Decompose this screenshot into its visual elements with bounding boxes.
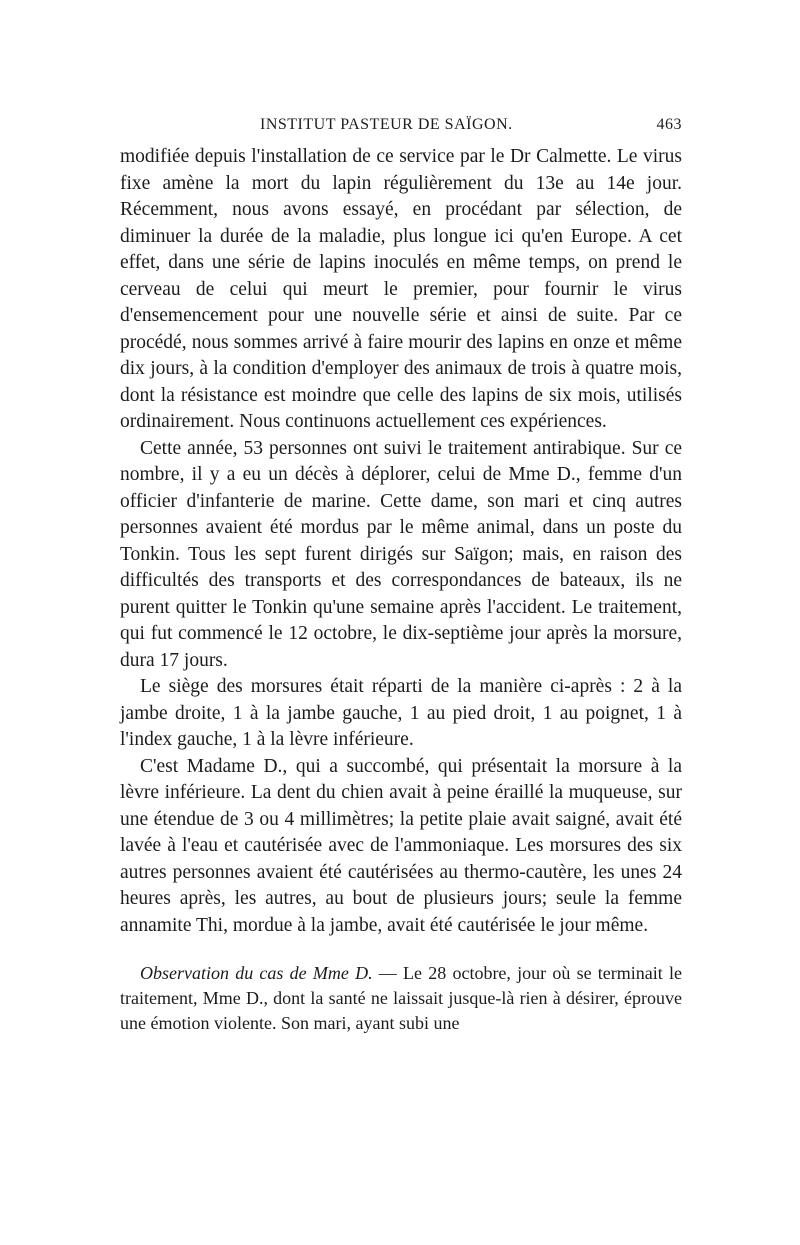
paragraph: Le siège des morsures était réparti de la manière ci-après : 2 à la jambe droite, 1 à la jambe gauche, 1 au pied droit, 1 au poignet, 1 à l'index gauche, 1 à la lèvre inférieure.	[120, 676, 682, 750]
paragraph: C'est Madame D., qui a succombé, qui présentait la morsure à la lèvre inférieure. La dent du chien avait à peine éraillé la muqueuse, sur une étendue de 3 ou 4 millimètres; la petite plaie avait saigné, avait été lavée à l'eau et cautérisée avec de l'ammoniaque. Les morsures des six autres personnes avaient été cautérisées au thermo-cautère, les unes 24 heures après, les autres, au bout de plusieurs jours; seule la femme annamite Thi, mordue à la jambe, avait été cautérisée le jour même.	[120, 755, 682, 936]
page-number: 463	[656, 116, 682, 133]
observation-title: Observation du cas de Mme D.	[140, 963, 373, 983]
paragraph: modifiée depuis l'installation de ce service par le Dr Calmette. Le virus fixe amène la mort du lapin régulièrement du 13e au 14e jour. Récemment, nous avons essayé, en procédant par sélection, de diminuer la durée de la maladie, plus longue ici qu'en Europe. A cet effet, dans une série de lapins inoculés en même temps, on prend le cerveau de celui qui meurt le premier, pour fournir le virus d'ensemencement pour une nouvelle série et ainsi de suite. Par ce procédé, nous sommes arrivé à faire mourir des lapins en onze et même dix jours, à la condition d'employer des animaux de trois à quatre mois, dont la résistance est moindre que celle des lapins de six mois, utilisés ordinairement. Nous continuons actuellement ces expériences.	[120, 146, 682, 432]
observation-text: — Le 28 octobre, jour où se terminait le traitement, Mme D., dont la santé ne laissait jusque-là rien à désirer, éprouve une émotion violente. Son mari, ayant subi une	[120, 963, 682, 1033]
book-page	[120, 112, 682, 1036]
body-text	[120, 144, 682, 939]
observation-paragraph	[120, 961, 682, 1036]
paragraph: Cette année, 53 personnes ont suivi le traitement antirabique. Sur ce nombre, il y a eu un décès à déplorer, celui de Mme D., femme d'un officier d'infanterie de marine. Cette dame, son mari et cinq autres personnes avaient été mordus par le même animal, dans un poste du Tonkin. Tous les sept furent dirigés sur Saïgon; mais, en raison des difficultés des transports et des correspondances de bateaux, ils ne purent quitter le Tonkin qu'une semaine après l'accident. Le traitement, qui fut commencé le 12 octobre, le dix-septième jour après la morsure, dura 17 jours.	[120, 437, 682, 671]
running-title: INSTITUT PASTEUR DE SAÏGON.	[260, 116, 513, 133]
page-header	[120, 112, 682, 144]
